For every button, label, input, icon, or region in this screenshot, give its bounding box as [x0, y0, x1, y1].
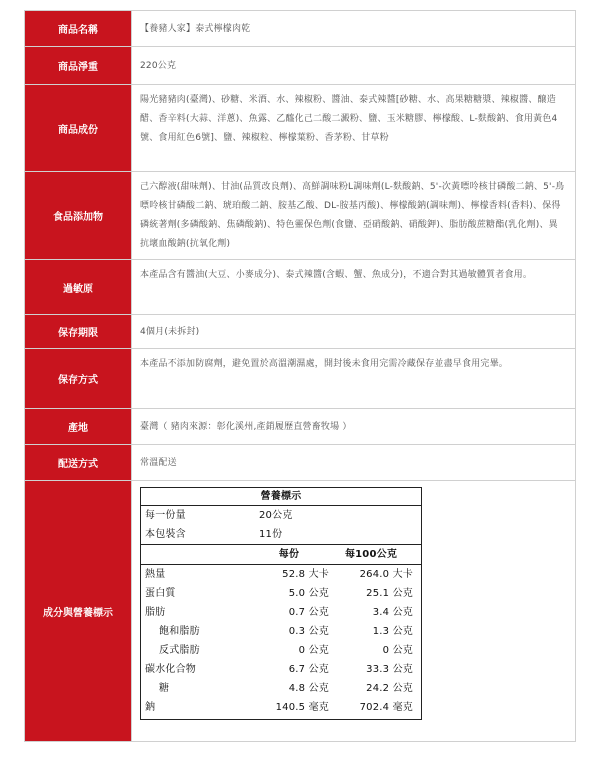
label-delivery: 配送方式: [25, 445, 131, 480]
value-shelf-life: 4個月(未拆封): [131, 315, 575, 348]
value-ingredients: [131, 85, 575, 171]
value-allergen: [131, 260, 575, 314]
value-additives: [131, 172, 575, 259]
nutrient-name: 糖: [159, 683, 170, 694]
serving-size-label: 每一份量: [145, 510, 186, 521]
label-additives: 食品添加物: [25, 172, 131, 259]
nutrient-per-100g: 702.4 毫克: [359, 702, 413, 713]
nutrient-per-100g: 0 公克: [382, 645, 413, 656]
label-shelf-life: 保存期限: [25, 315, 131, 348]
row-nutrition: [25, 481, 575, 742]
nutrient-per-100g: 33.3 公克: [366, 664, 413, 675]
nutrient-row: [141, 679, 421, 698]
nutrient-name: 熱量: [145, 569, 166, 580]
nutrient-per-100g: 25.1 公克: [366, 588, 413, 599]
nutrient-per-serving: 0.3 公克: [288, 626, 329, 637]
value-weight: 220公克: [131, 47, 575, 84]
nutrient-per-serving: 0.7 公克: [288, 607, 329, 618]
label-storage: 保存方式: [25, 349, 131, 408]
nutrient-row: [141, 584, 421, 603]
row-origin: [25, 409, 575, 445]
nutrition-column-header: [141, 544, 421, 565]
serving-size-value: 20公克: [259, 510, 293, 521]
product-info-table: [24, 10, 576, 742]
value-origin: 臺灣（ 豬肉來源：彰化溪州,產銷履歷直營畜牧場 ）: [131, 409, 575, 444]
nutrient-per-100g: 3.4 公克: [372, 607, 413, 618]
row-storage: [25, 349, 575, 409]
label-ingredients: 商品成份: [25, 85, 131, 171]
allergen-text: 本產品含有醬油(大豆、小麥成分)、泰式辣醬(含蝦、蟹、魚成分)，不適合對其過敏體質者食用。: [140, 270, 533, 280]
servings-per-package-value: 11份: [259, 529, 283, 540]
nutrient-row: [141, 660, 421, 679]
nutrient-per-serving: 4.8 公克: [288, 683, 329, 694]
ingredients-text: 陽光豬豬肉(臺灣)、砂糖、米酒、水、辣椒粉、醬油、泰式辣醬[砂糖、水、高果糖糖漿、辣椒醬、醸造醋、香辛料(大蒜、洋蔥)、魚露、乙醯化己二酸二澱粉、鹽、玉米糖膠、檸檬酸、L-麩酸鈉、食用黃色4號、食用紅色6號]、鹽、辣椒粒、檸檬葉粉、香茅粉、甘草粉: [140, 95, 558, 143]
row-shelf-life: [25, 315, 575, 349]
label-name: 商品名稱: [25, 11, 131, 46]
nutrition-facts-box: [140, 487, 422, 720]
storage-text: 本產品不添加防腐劑，避免置於高溫潮濕處，開封後未食用完需冷藏保存並盡早食用完畢。: [140, 359, 509, 369]
label-origin: 產地: [25, 409, 131, 444]
nutrient-row: [141, 698, 421, 717]
value-nutrition: [131, 481, 575, 741]
row-weight: [25, 47, 575, 85]
nutrient-per-100g: 24.2 公克: [366, 683, 413, 694]
nutrient-name: 蛋白質: [145, 588, 176, 599]
label-weight: 商品淨重: [25, 47, 131, 84]
nutrient-per-100g: 264.0 大卡: [359, 569, 413, 580]
nutrient-per-serving: 5.0 公克: [288, 588, 329, 599]
nutrient-name: 碳水化合物: [145, 664, 196, 675]
servings-per-package-row: [141, 525, 421, 544]
per-serving-header: 每份: [278, 549, 300, 560]
value-storage: [131, 349, 575, 408]
nutrient-per-serving: 6.7 公克: [288, 664, 329, 675]
nutrient-per-serving: 140.5 毫克: [275, 702, 329, 713]
nutrition-title: 營養標示: [141, 488, 421, 506]
nutrient-list: [141, 565, 421, 719]
nutrient-row: [141, 603, 421, 622]
nutrient-row: [141, 641, 421, 660]
serving-size-row: [141, 506, 421, 525]
row-ingredients: [25, 85, 575, 172]
row-allergen: [25, 260, 575, 315]
nutrient-name: 飽和脂肪: [159, 626, 200, 637]
per-100g-header: 每100公克: [344, 549, 398, 560]
label-nutrition: 成分與營養標示: [25, 481, 131, 741]
nutrient-column-blank: [141, 545, 249, 564]
nutrient-per-serving: 52.8 大卡: [282, 569, 329, 580]
additives-text: 己六醇液(甜味劑)、甘油(品質改良劑)、高鮮調味粉L調味劑(L-麩酸鈉、5'-次黃嘌呤核甘磷酸二鈉、5'-鳥嘌呤核甘磷酸二鈉、琥珀酸二鈉、胺基乙酸、DL-胺基丙酸)、檸檬酸鈉(調味劑)、檸檬香料(香料)、保得磷統著劑(多磷酸鈉、焦磷酸鈉)、特色靈保色劑(食鹽、亞硝酸鈉、硝酸鉀)、脂肪酸蔗糖酯(乳化劑)、異抗壞血酸鈉(抗氧化劑): [140, 182, 565, 249]
nutrient-name: 鈉: [145, 702, 156, 713]
nutrient-per-100g: 1.3 公克: [372, 626, 413, 637]
row-delivery: [25, 445, 575, 481]
row-name: [25, 11, 575, 47]
nutrient-name: 脂肪: [145, 607, 166, 618]
nutrient-row: [141, 565, 421, 584]
nutrient-per-serving: 0 公克: [298, 645, 329, 656]
servings-per-package-label: 本包裝含: [145, 529, 186, 540]
value-name: 【養豬人家】泰式檸檬肉乾: [131, 11, 575, 46]
value-delivery: 常溫配送: [131, 445, 575, 480]
label-allergen: 過敏原: [25, 260, 131, 314]
nutrient-name: 反式脂肪: [159, 645, 200, 656]
nutrient-row: [141, 622, 421, 641]
row-additives: [25, 172, 575, 260]
